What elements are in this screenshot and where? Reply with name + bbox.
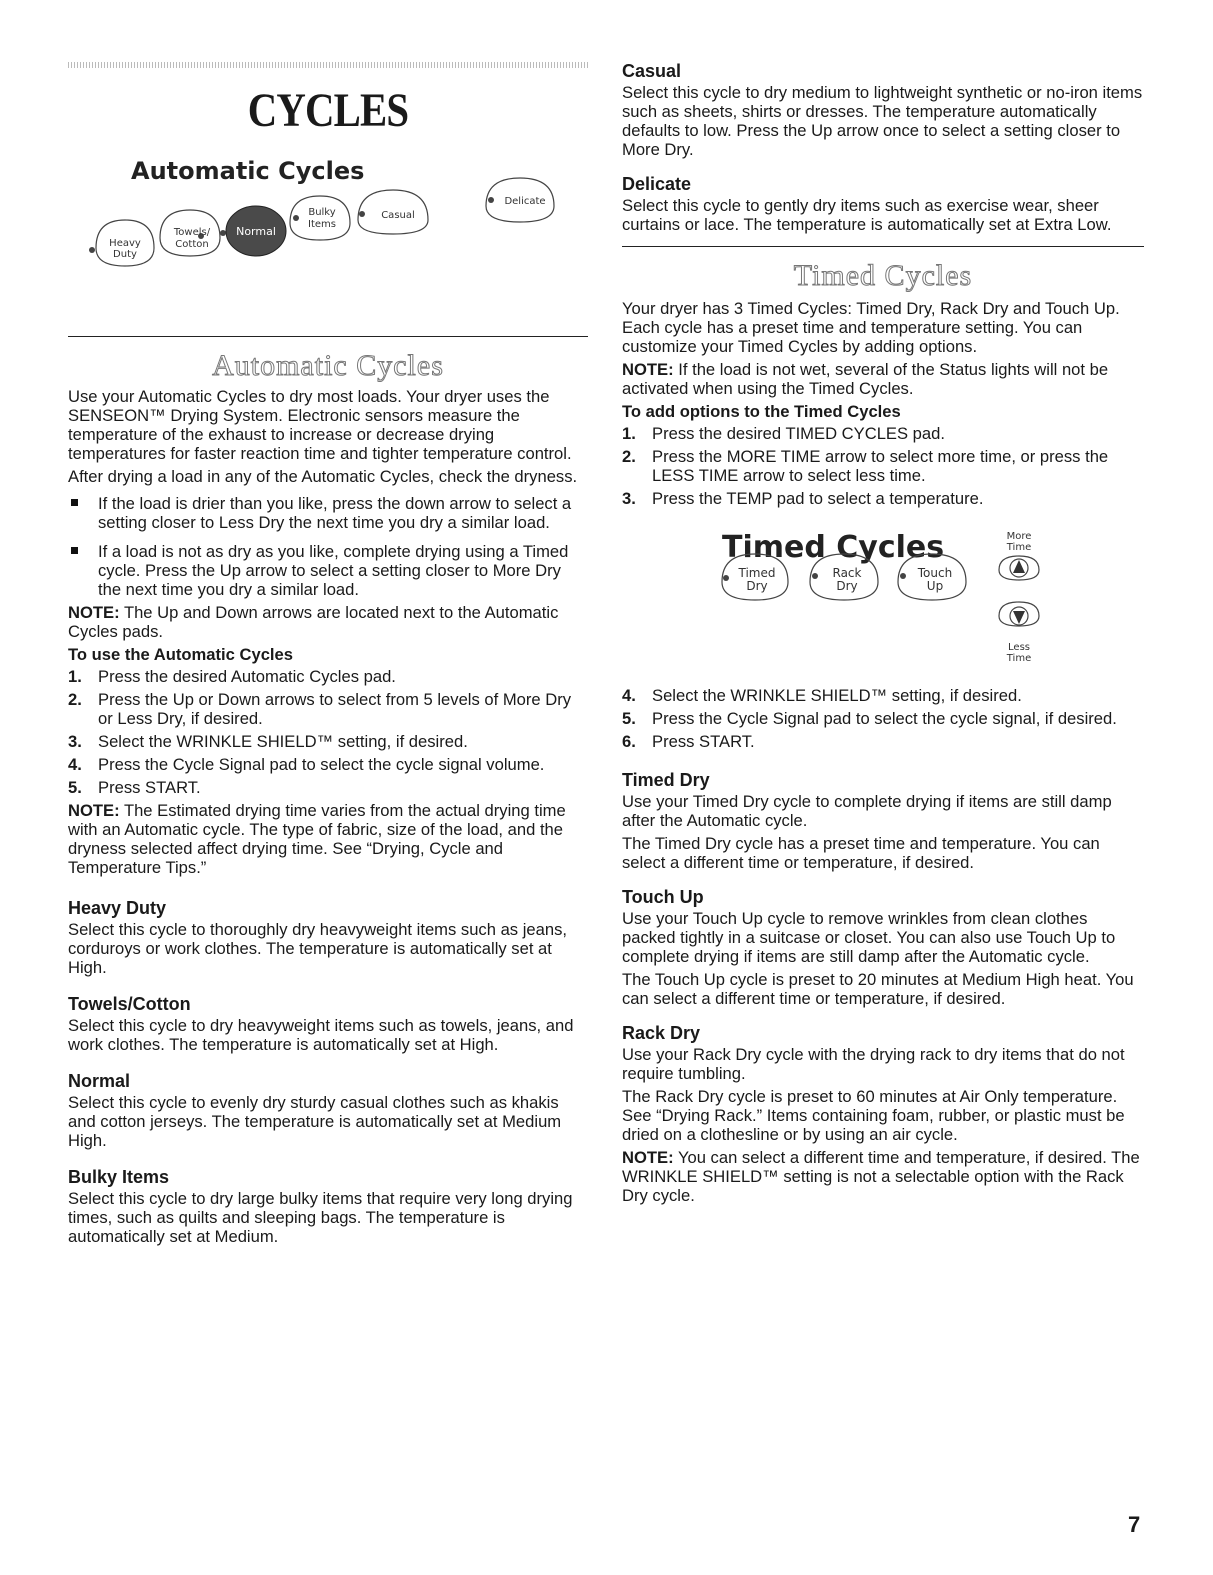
timed-cycle-buttons xyxy=(622,512,1144,680)
automatic-intro: Use your Automatic Cycles to dry most loads. Your dryer uses the SENSEON™ Drying System. Electronic sensors measure the temperature of the exhaust to increase or decrease drying temperatures for faster reaction time and tighter temperature control. xyxy=(68,387,572,463)
touch-up-label: Touch xyxy=(917,566,953,580)
steps-heading: To add options to the Timed Cycles xyxy=(622,402,901,421)
automatic-cycles-heading: Automatic Cycles xyxy=(212,349,444,382)
touch-up-button[interactable] xyxy=(898,554,966,600)
note: NOTE: You can select a different time and temperature, if desired. The WRINKLE SHIELD™ setting is not a selectable option with the Rack Dry cycle. xyxy=(622,1148,1140,1205)
list-item: If the load is drier than you like, press the down arrow to select a setting closer to Less Dry the next time you dry a similar load. xyxy=(68,494,588,532)
delicate-indicator-icon xyxy=(488,197,494,203)
svg-text:Duty: Duty xyxy=(113,249,137,260)
svg-text:Time: Time xyxy=(1006,542,1032,553)
svg-text:Dry: Dry xyxy=(836,579,858,593)
rack-dry-indicator-icon xyxy=(812,573,818,579)
svg-text:Items: Items xyxy=(308,219,336,230)
bulky-items-button[interactable] xyxy=(290,196,350,240)
section-divider xyxy=(68,336,588,337)
rack-dry-button[interactable] xyxy=(810,554,878,600)
dotted-rule xyxy=(68,62,588,68)
cycle-rack-dry: Rack Dry Use your Rack Dry cycle with the drying rack to dry items that do not require tumbling. The Rack Dry cycle is preset to 60 minutes at Air Only temperature. See “Drying Rack.” Items containing foam, rubber, or plastic must be dried on a clothesline or by using an air cycle. NOTE: You can select a different time and temperature, if desired. The WRINKLE SHIELD™ setting is not a selectable option with the Rack Dry cycle. xyxy=(622,1022,1144,1205)
casual-label: Casual xyxy=(381,210,415,221)
timed-steps-a xyxy=(622,424,1144,508)
timed-dry-button[interactable] xyxy=(722,554,788,600)
heavy-duty-label: Heavy xyxy=(109,238,141,249)
section-divider xyxy=(622,246,1144,247)
list-item: 1. Press the desired TIMED CYCLES pad. xyxy=(622,424,945,443)
panel-title: Timed Cycles xyxy=(722,530,945,565)
list-item: 2. Press the MORE TIME arrow to select more time, or press the LESS TIME arrow to select less time. xyxy=(622,447,1109,485)
list-item: 5. Press START. xyxy=(68,778,201,797)
more-time-button[interactable] xyxy=(999,556,1039,580)
timed-cycles-panel xyxy=(622,512,1144,680)
page-title: CYCLES xyxy=(247,84,409,137)
note: NOTE: The Up and Down arrows are located next to the Automatic Cycles pads. xyxy=(68,603,559,641)
cycle-delicate: Delicate Select this cycle to gently dry items such as exercise wear, sheer curtains or lace. The temperature is automatically set at Extra Low. xyxy=(622,174,1112,234)
towels-cotton-button[interactable] xyxy=(160,210,220,256)
heavy-duty-button[interactable] xyxy=(89,220,154,266)
bullet-square-icon xyxy=(71,499,78,506)
timed-intro: Your dryer has 3 Timed Cycles: Timed Dry, Rack Dry and Touch Up. Each cycle has a preset time and temperature setting. You can customize your Timed Cycles by adding options. xyxy=(622,299,1120,356)
timed-steps-b xyxy=(622,686,1144,751)
svg-text:Up: Up xyxy=(926,579,944,593)
less-time-label: Less xyxy=(1008,642,1030,653)
touch-up-indicator-icon xyxy=(900,573,906,579)
automatic-cycle-buttons xyxy=(68,168,588,278)
panel-title: Automatic Cycles xyxy=(131,157,365,185)
list-item: 4. Press the Cycle Signal pad to select the cycle signal volume. xyxy=(68,755,545,774)
normal-label: Normal xyxy=(236,225,276,238)
timed-dry-label: Timed xyxy=(738,566,776,580)
right-column xyxy=(622,60,1144,1209)
timed-cycles-heading: Timed Cycles xyxy=(793,259,973,292)
normal-button[interactable] xyxy=(220,206,286,256)
page-number: 7 xyxy=(1128,1512,1141,1537)
cycle-touch-up: Touch Up Use your Touch Up cycle to remove wrinkles from clean clothes packed tightly in a suitcase or closet. You can also use Touch Up to complete drying if items are still damp after the Automatic cycle. The Touch Up cycle is preset to 20 minutes at Medium High heat. You can select a different time or temperature, if desired. xyxy=(622,887,1134,1008)
bulky-items-indicator-icon xyxy=(293,215,299,221)
list-item: 3. Select the WRINKLE SHIELD™ setting, if desired. xyxy=(68,732,468,751)
heavy-duty-indicator-icon xyxy=(89,247,95,253)
timed-dry-indicator-icon xyxy=(723,575,729,581)
cycle-normal: Normal Select this cycle to evenly dry sturdy casual clothes such as khakis and cotton jerseys. The temperature is automatically set at Medium High. xyxy=(68,1071,562,1150)
list-item: 3. Press the TEMP pad to select a temperature. xyxy=(622,489,984,508)
automatic-after: After drying a load in any of the Automatic Cycles, check the dryness. xyxy=(68,467,578,486)
svg-text:Cotton: Cotton xyxy=(175,239,209,250)
delicate-button[interactable] xyxy=(486,178,554,222)
more-time-label: More xyxy=(1006,531,1032,542)
note: NOTE: If the load is not wet, several of the Status lights will not be activated when using the Timed Cycles. xyxy=(622,360,1109,398)
bulky-items-label: Bulky xyxy=(308,207,336,218)
steps-heading: To use the Automatic Cycles xyxy=(68,645,293,664)
casual-button[interactable] xyxy=(358,190,428,234)
automatic-steps xyxy=(68,667,588,797)
towels-cotton-label: Towels/ xyxy=(173,227,211,238)
automatic-cycles-panel xyxy=(68,158,588,278)
list-item: 5. Press the Cycle Signal pad to select the cycle signal, if desired. xyxy=(622,709,1117,728)
automatic-bullets xyxy=(68,494,588,599)
bullet-square-icon xyxy=(71,547,78,554)
note: NOTE: The Estimated drying time varies from the actual drying time with an Automatic cycle. The type of fabric, size of the load, and the dryness selected affect drying time. See “Drying, Cycle and Temperature Tips.” xyxy=(68,801,566,877)
less-time-button[interactable] xyxy=(999,602,1039,626)
cycle-bulky-items: Bulky Items Select this cycle to dry large bulky items that require very long drying times, such as quilts and sleeping bags. The temperature is automatically set at Medium. xyxy=(68,1167,573,1246)
cycle-timed-dry: Timed Dry Use your Timed Dry cycle to complete drying if items are still damp after the Automatic cycle. The Timed Dry cycle has a preset time and temperature. You can select a different time or temperature, if desired. xyxy=(622,770,1112,872)
list-item: 4. Select the WRINKLE SHIELD™ setting, if desired. xyxy=(622,686,1022,705)
left-column xyxy=(68,60,588,1250)
cycle-heavy-duty: Heavy Duty Select this cycle to thoroughly dry heavyweight items such as jeans, corduroys or work clothes. The temperature is automatically set at High. xyxy=(68,898,567,977)
casual-indicator-icon xyxy=(359,211,365,217)
delicate-label: Delicate xyxy=(504,196,546,207)
list-item: 1. Press the desired Automatic Cycles pad. xyxy=(68,667,396,686)
list-item: 6. Press START. xyxy=(622,732,755,751)
rack-dry-label: Rack xyxy=(832,566,862,580)
list-item: If a load is not as dry as you like, complete drying using a Timed cycle. Press the Up arrow to select a setting closer to More Dry the next time you dry a similar load. xyxy=(68,542,588,599)
cycle-casual: Casual Select this cycle to dry medium to lightweight synthetic or no-iron items such as sheets, shirts or dresses. The temperature automatically defaults to low. Press the Up arrow once to select a setting closer to More Dry. xyxy=(622,61,1143,159)
list-item: 2. Press the Up or Down arrows to select from 5 levels of More Dry or Less Dry, if desired. xyxy=(68,690,572,728)
cycle-towels-cotton: Towels/Cotton Select this cycle to dry heavyweight items such as towels, jeans, and work clothes. The temperature is automatically set at High. xyxy=(68,994,574,1054)
svg-text:Dry: Dry xyxy=(746,579,768,593)
svg-text:Time: Time xyxy=(1006,653,1032,664)
normal-indicator-icon xyxy=(220,230,226,236)
